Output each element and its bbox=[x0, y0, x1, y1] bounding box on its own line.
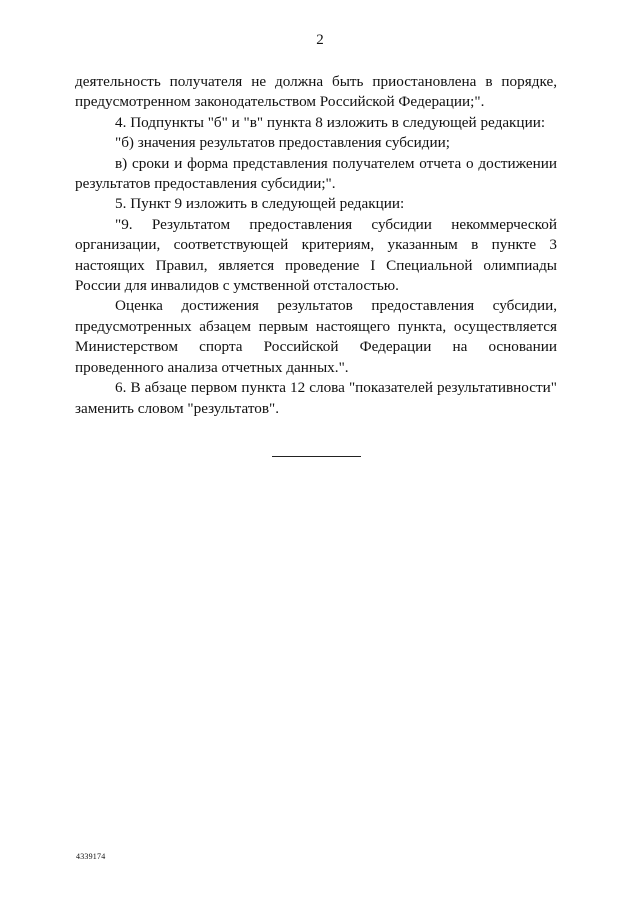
document-code: 4339174 bbox=[76, 852, 106, 861]
page-number: 2 bbox=[316, 32, 324, 48]
paragraph-item-4: 4. Подпункты "б" и "в" пункта 8 изложить в следующей редакции: bbox=[115, 113, 546, 131]
paragraph-subitem-b: "б) значения результатов предоставления субсидии; bbox=[115, 134, 451, 152]
paragraph-continuation: деятельность получателя не должна быть приостановлена в порядке, предусмотренном законодательством Российской Федерации;". bbox=[75, 73, 557, 111]
paragraph-evaluation: Оценка достижения результатов предоставления субсидии, предусмотренных абзацем первым настоящего пункта, осуществляется Министерством спорта Российской Федерации на основании проведенного анализа отчетных данных.". bbox=[75, 297, 557, 376]
paragraph-item-5: 5. Пункт 9 изложить в следующей редакции: bbox=[115, 195, 405, 213]
paragraph-item-6: 6. В абзаце первом пункта 12 слова "показателей результативности" заменить словом "результатов". bbox=[75, 379, 557, 417]
paragraph-subitem-v: в) сроки и форма представления получателем отчета о достижении результатов предоставления субсидии;". bbox=[75, 154, 557, 193]
paragraph-item-9-text: "9. Результатом предоставления субсидии некоммерческой организации, соответствующей критериям, указанным в пункте 3 настоящих Правил, является проведение I Специальной олимпиады России для инвалидов с умственной отсталостью. bbox=[75, 215, 557, 295]
end-separator-line bbox=[272, 456, 361, 457]
document-body bbox=[75, 72, 557, 419]
